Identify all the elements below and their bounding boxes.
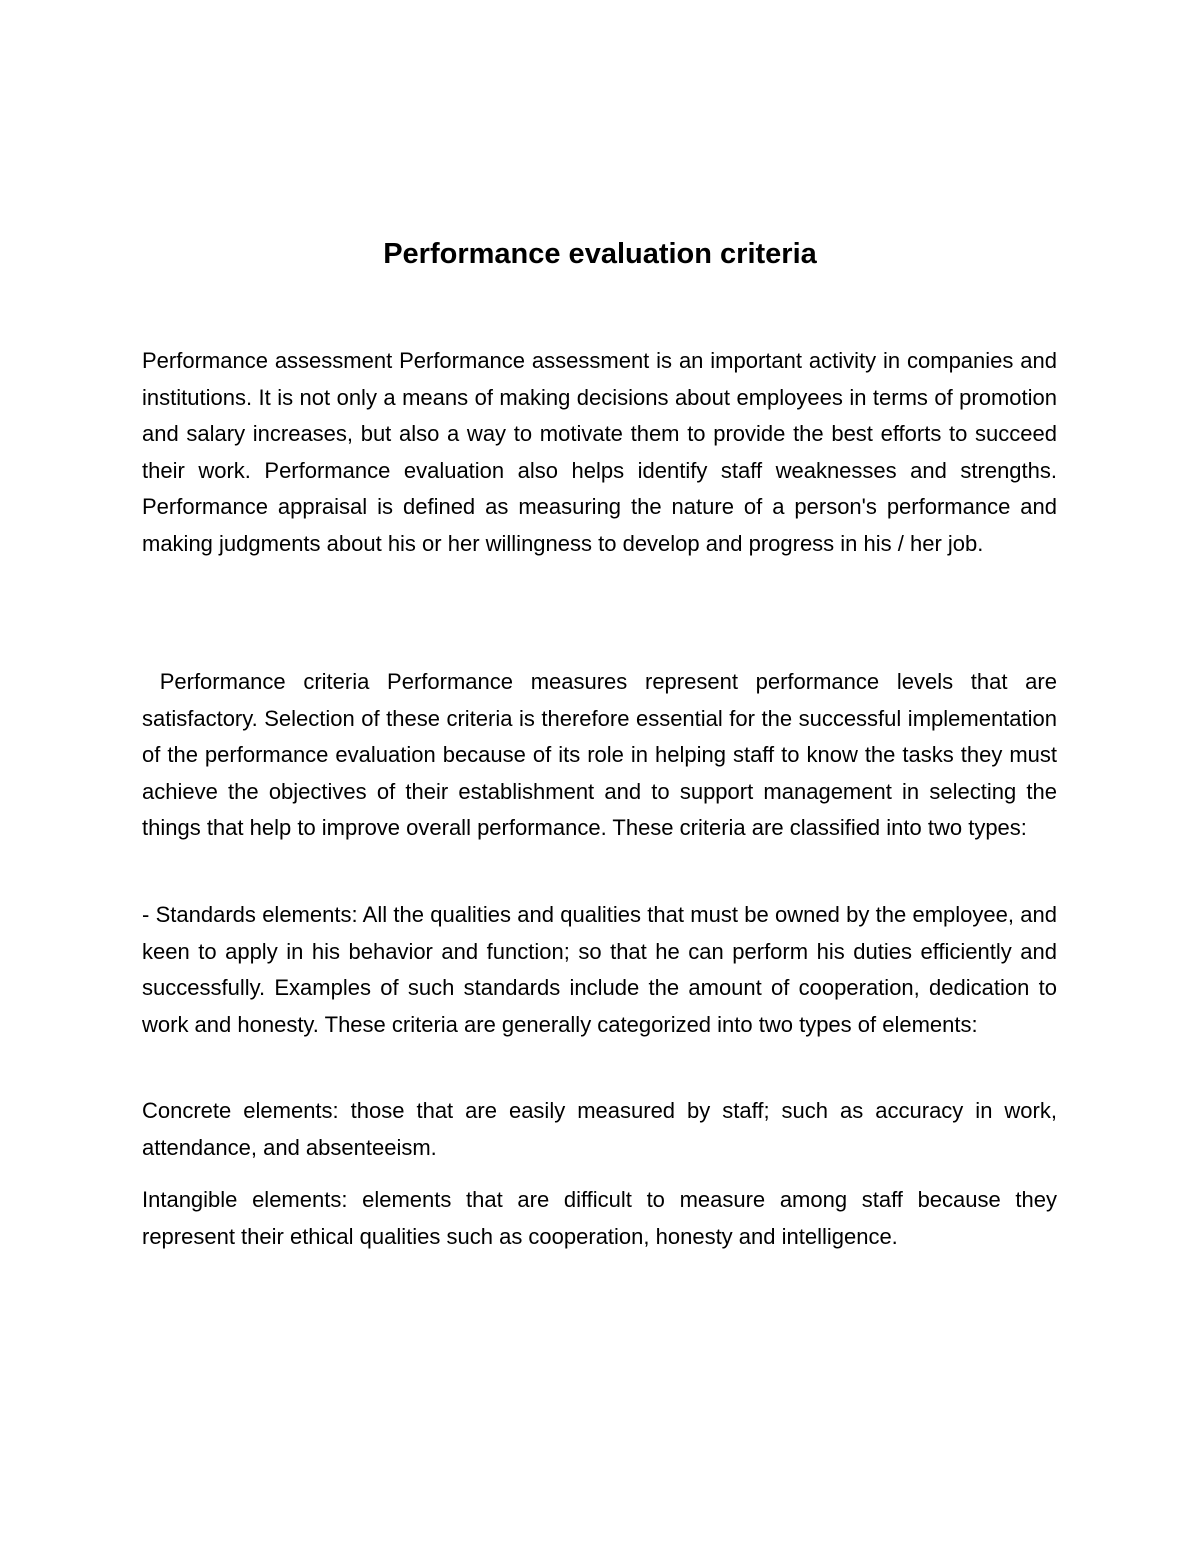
document-title: Performance evaluation criteria (383, 238, 817, 270)
paragraph-intangible-elements: Intangible elements: elements that are difficult to measure among staff because they represent their ethical qualities such as cooperation, honesty and intelligence. (142, 1187, 1057, 1249)
paragraph-standards-elements: - Standards elements: All the qualities and qualities that must be owned by the employee, and keen to apply in his behavior and function; so that he can perform his duties efficiently and successfully. Examples of such standards include the amount of cooperation, dedication to work and honesty. These criteria are generally categorized into two types of elements: (142, 902, 1057, 1037)
paragraph-performance-assessment: Performance assessment Performance assessment is an important activity in companies and institutions. It is not only a means of making decisions about employees in terms of promotion and salary increases, but also a way to motivate them to provide the best efforts to succeed their work. Performance evaluation also helps identify staff weaknesses and strengths. Performance appraisal is defined as measuring the nature of a person's performance and making judgments about his or her willingness to develop and progress in his / her job. (142, 348, 1057, 556)
paragraph-concrete-elements: Concrete elements: those that are easily measured by staff; such as accuracy in work, attendance, and absenteeism. (142, 1098, 1057, 1160)
paragraph-performance-criteria: Performance criteria Performance measures represent performance levels that are satisfactory. Selection of these criteria is therefore essential for the successful implementation of the performance evaluation because of its role in helping staff to know the tasks they must achieve the objectives of their establishment and to support management in selecting the things that help to improve overall performance. These criteria are classified into two types: (142, 669, 1064, 841)
